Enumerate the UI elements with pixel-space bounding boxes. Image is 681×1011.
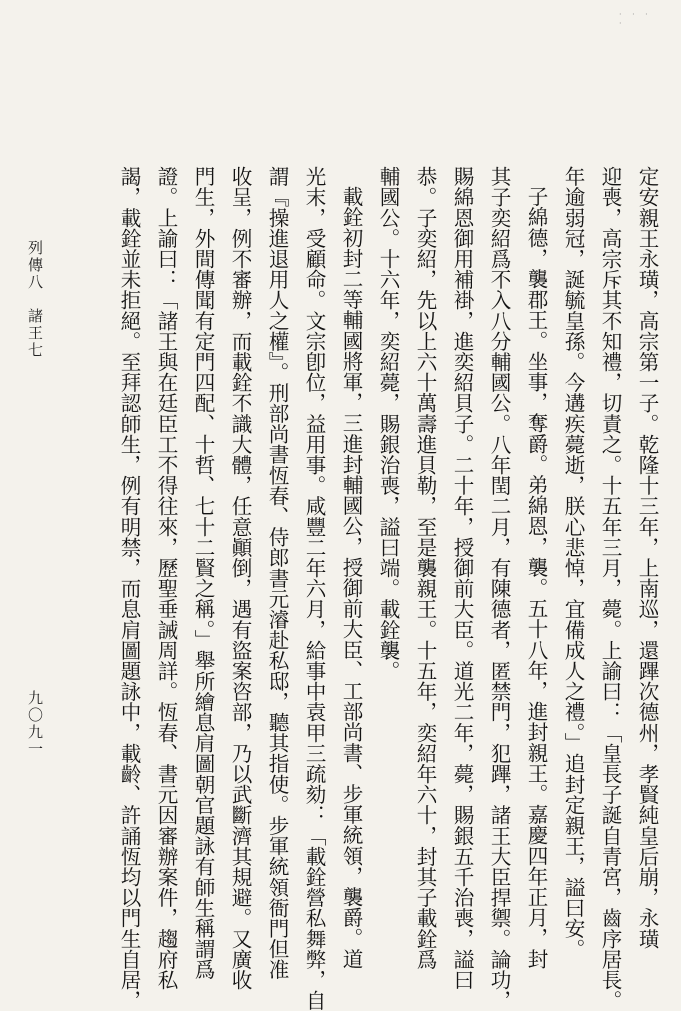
text-column-5: 其子奕紹爲不入八分輔國公。八年閏二月，有陳德者，匿禁門，犯蹕，諸王大臣捍禦。論功，	[487, 166, 511, 1011]
text-column-8: 輔國公。十六年，奕紹薨，賜銀治喪，謚曰端。載銓襲。	[376, 166, 400, 681]
text-column-6: 賜綿恩御用補褂，進奕紹貝子。二十年，授御前大臣。道光二年，薨，賜銀五千治喪，謚曰	[450, 166, 474, 990]
text-column-3: 年逾弱冠，誕毓皇孫。今遘疾薨逝，朕心悲悼，宜備成人之禮。」追封定親王，謚曰安。	[561, 166, 585, 960]
text-column-11: 謂『操進退用人之權』。刑部尚書恆春、侍郎書元濬赴私邸，聽其指使。步軍統領衙門但准	[265, 166, 289, 980]
text-column-7: 恭。子奕紹，先以上六十萬壽進貝勒，至是襲親王。十五年，奕紹年六十，封其子載銓爲	[413, 166, 437, 970]
text-column-10: 光末，受顧命。文宗卽位，益用事。咸豐二年六月，給事中袁甲三疏劾：「載銓營私舞弊，自	[302, 166, 326, 1011]
corner-mark: · · · ·	[619, 10, 652, 28]
text-column-1: 定安親王永璜，高宗第一子。乾隆十三年，上南巡，還蹕次德州，孝賢純皇后崩，永璜	[635, 166, 659, 949]
text-column-12: 收呈，例不審辦，而載銓不識大體，任意顚倒，遇有盜案咨部，乃以武斷濟其規避。又廣收	[228, 166, 252, 990]
running-title: 列傳八 諸王七	[26, 240, 44, 359]
text-column-2: 迎喪，高宗斥其不知禮，切責之。十五年三月，薨。上諭曰：「皇長子誕自青宮，齒序居長。	[598, 166, 622, 1011]
text-column-9: 載銓初封二等輔國將軍，三進封輔國公，授御前大臣、工部尚書、步軍統領，襲爵。道	[339, 186, 363, 969]
text-column-13: 門生，外間傳聞有定門四配、十哲、七十二賢之稱。」舉所繪息肩圖朝官題詠有師生稱謂爲	[191, 166, 215, 980]
text-column-4: 子綿德，襲郡王。坐事，奪爵。弟綿恩，襲。五十八年，進封親王。嘉慶四年正月，封	[524, 186, 548, 969]
page-number: 九〇九一	[26, 690, 44, 758]
text-column-15: 謁，載銓並未拒絕。至拜認師生，例有明禁，而息肩圖題詠中，載齡、許誦恆均以門生自居，	[117, 166, 141, 1011]
text-column-14: 證。上諭曰：「諸王與在廷臣工不得往來，歷聖垂誡周詳。恆春、書元因審辦案件，趨府私	[154, 166, 178, 990]
